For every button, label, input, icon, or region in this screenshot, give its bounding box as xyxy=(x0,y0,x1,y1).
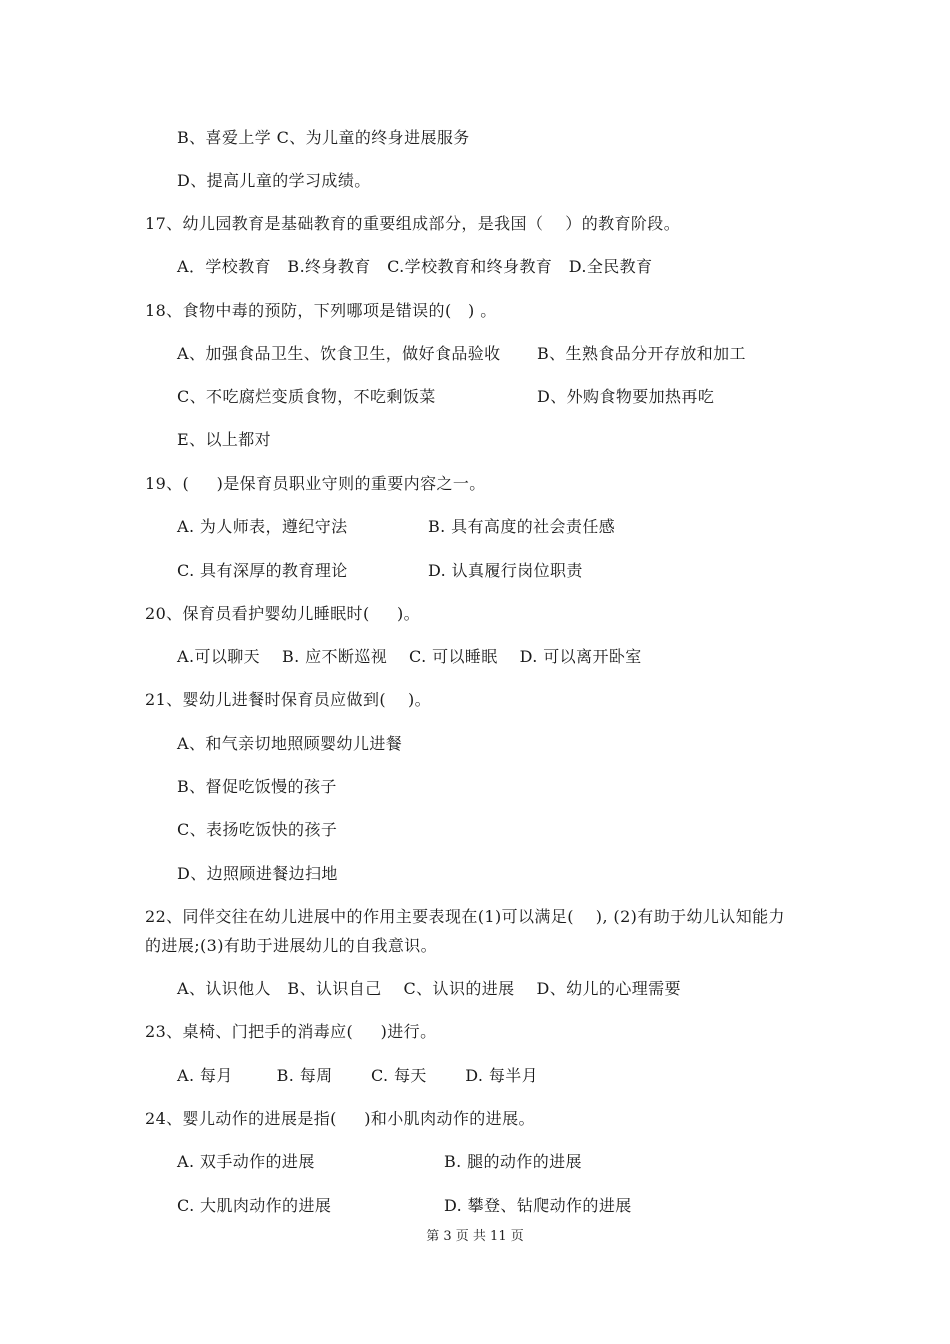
q24-option-a: A. 双手动作的进展 xyxy=(177,1152,315,1171)
q24-stem: 24、婴儿动作的进展是指( )和小肌肉动作的进展。 xyxy=(145,1109,535,1128)
q17-stem: 17、幼儿园教育是基础教育的重要组成部分，是我国（ ）的教育阶段。 xyxy=(145,214,681,233)
q21-option-b: B、督促吃饭慢的孩子 xyxy=(177,777,337,796)
q24-option-c: C. 大肌肉动作的进展 xyxy=(177,1196,332,1215)
q18-stem: 18、食物中毒的预防，下列哪项是错误的( ) 。 xyxy=(145,301,497,320)
q21-stem: 21、婴幼儿进餐时保育员应做到( )。 xyxy=(145,690,431,709)
q16-option-bc: B、喜爱上学 C、为儿童的终身进展服务 xyxy=(177,128,470,147)
q21-option-c: C、表扬吃饭快的孩子 xyxy=(177,820,338,839)
q18-option-d: D、外购食物要加热再吃 xyxy=(537,387,715,406)
q18-option-e: E、以上都对 xyxy=(177,430,272,449)
q22-stem-line1: 22、同伴交往在幼儿进展中的作用主要表现在(1)可以满足( ), (2)有助于幼儿认知能力 xyxy=(145,907,785,926)
q21-option-d: D、边照顾进餐边扫地 xyxy=(177,864,338,883)
q20-options: A.可以聊天 B. 应不断巡视 C. 可以睡眠 D. 可以离开卧室 xyxy=(177,647,642,666)
q19-option-a: A. 为人师表，遵纪守法 xyxy=(177,517,348,536)
page-footer: 第 3 页 共 11 页 xyxy=(426,1229,524,1244)
q24-option-b: B. 腿的动作的进展 xyxy=(444,1152,582,1171)
q18-option-c: C、不吃腐烂变质食物，不吃剩饭菜 xyxy=(177,387,436,406)
q22-options: A、认识他人 B、认识自己 C、认识的进展 D、幼儿的心理需要 xyxy=(177,979,681,998)
q16-option-d: D、提高儿童的学习成绩。 xyxy=(177,171,371,190)
q19-option-d: D. 认真履行岗位职责 xyxy=(428,561,583,580)
q18-option-b: B、生熟食品分开存放和加工 xyxy=(537,344,746,363)
q24-option-d: D. 攀登、钻爬动作的进展 xyxy=(444,1196,632,1215)
q17-options: A．学校教育 B.终身教育 C.学校教育和终身教育 D.全民教育 xyxy=(177,257,653,276)
q23-options: A. 每月 B. 每周 C. 每天 D. 每半月 xyxy=(177,1066,539,1085)
q19-stem: 19、( )是保育员职业守则的重要内容之一。 xyxy=(145,474,486,493)
q19-option-c: C. 具有深厚的教育理论 xyxy=(177,561,348,580)
q18-option-a: A、加强食品卫生、饮食卫生，做好食品验收 xyxy=(177,344,501,363)
q20-stem: 20、保育员看护婴幼儿睡眠时( )。 xyxy=(145,604,421,623)
q22-stem-line2: 的进展;(3)有助于进展幼儿的自我意识。 xyxy=(145,936,438,955)
q19-option-b: B. 具有高度的社会责任感 xyxy=(428,517,616,536)
q23-stem: 23、桌椅、门把手的消毒应( )进行。 xyxy=(145,1022,437,1041)
q21-option-a: A、和气亲切地照顾婴幼儿进餐 xyxy=(177,734,403,753)
